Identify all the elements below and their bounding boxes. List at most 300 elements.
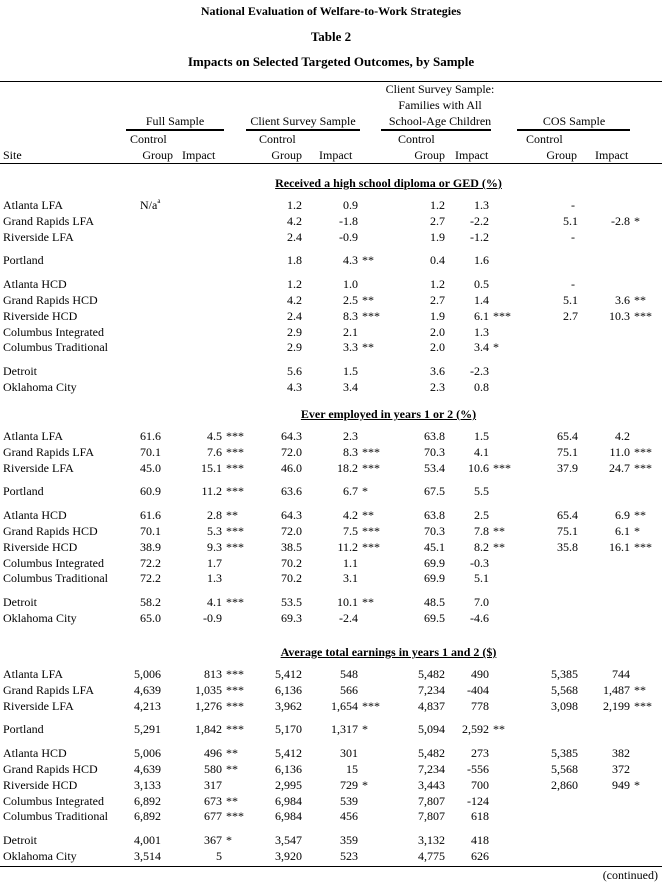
significance-stars: *** — [226, 809, 244, 823]
cell-value: 1.7 — [207, 556, 222, 570]
cell-value: 70.1 — [140, 524, 161, 538]
cell-value: 61.6 — [140, 429, 161, 443]
significance-stars: *** — [362, 445, 380, 459]
significance-stars: *** — [362, 461, 380, 475]
cell-value: 11.0 — [609, 445, 630, 459]
cell-value: 5,568 — [551, 762, 578, 776]
cell-value: 75.1 — [557, 445, 578, 459]
significance-stars: ** — [362, 508, 374, 522]
cell-value: 53.5 — [281, 595, 302, 609]
cell-value: 0.8 — [474, 380, 489, 394]
cell-value: 1.8 — [287, 253, 302, 267]
significance-stars: ** — [634, 508, 646, 522]
table-row — [0, 833, 662, 847]
cell-value: -556 — [467, 762, 489, 776]
cell-value: 3,443 — [418, 778, 445, 792]
cell-value: 539 — [340, 794, 358, 808]
cell-value: 3,962 — [275, 699, 302, 713]
cell-value: 1,317 — [331, 722, 358, 736]
cell-value: 4.3 — [343, 253, 358, 267]
full-sample-rule — [126, 129, 224, 131]
significance-stars: *** — [634, 461, 652, 475]
section-title — [0, 645, 662, 659]
significance-stars: ** — [362, 340, 374, 354]
control-label-full: Control — [130, 132, 167, 146]
cell-value: 4.1 — [474, 445, 489, 459]
cell-value: 618 — [471, 809, 489, 823]
table-title: Impacts on Selected Targeted Outcomes, by Sample — [187, 54, 475, 69]
cell-value: 11.2 — [201, 484, 222, 498]
significance-stars: *** — [226, 595, 244, 609]
table-number: Table 2 — [310, 29, 352, 44]
cell-value: 10.1 — [337, 595, 358, 609]
cell-value: 5,482 — [418, 746, 445, 760]
significance-stars: * — [634, 524, 640, 538]
significance-stars: *** — [362, 540, 380, 554]
table-row — [0, 198, 662, 212]
group-header-cos-sample: COS Sample — [542, 114, 606, 128]
cell-value: 45.1 — [424, 540, 445, 554]
site-name: Atlanta HCD — [3, 277, 67, 291]
cell-value: 382 — [612, 746, 630, 760]
cell-value: 5,170 — [275, 722, 302, 736]
cell-value: 75.1 — [557, 524, 578, 538]
site-name: Grand Rapids HCD — [3, 762, 98, 776]
significance-stars: * — [634, 214, 640, 228]
cell-value: 4.2 — [615, 429, 630, 443]
impact-label-families: Impact — [455, 148, 489, 162]
significance-stars: *** — [362, 524, 380, 538]
significance-stars: ** — [226, 746, 238, 760]
cell-value: 6.1 — [615, 524, 630, 538]
site-name: Riverside HCD — [3, 778, 78, 792]
cell-value: 744 — [612, 667, 630, 681]
cell-value: 37.9 — [557, 461, 578, 475]
cell-value: 2.1 — [343, 325, 358, 339]
cell-value: - — [571, 230, 575, 244]
cell-value: 2,199 — [603, 699, 630, 713]
significance-stars: * — [226, 833, 232, 847]
site-name: Columbus Integrated — [3, 556, 104, 570]
cell-value: 7.0 — [474, 595, 489, 609]
site-name: Atlanta LFA — [3, 429, 64, 443]
cell-value: 7.5 — [343, 524, 358, 538]
cell-value: 6.1 — [474, 309, 489, 323]
cell-value: - — [571, 277, 575, 291]
cell-value: 1.9 — [430, 309, 445, 323]
cell-value: 46.0 — [281, 461, 302, 475]
cell-value: 3.1 — [343, 571, 358, 585]
cell-value: 2,860 — [551, 778, 578, 792]
table-row — [0, 595, 662, 609]
group-header-families-line3: School-Age Children — [388, 114, 492, 128]
cell-value: -0.9 — [339, 230, 358, 244]
cell-value: 6,136 — [275, 683, 302, 697]
cell-value: 273 — [471, 746, 489, 760]
cell-value: 1.2 — [430, 277, 445, 291]
cell-value: 70.1 — [140, 445, 161, 459]
cell-value: 7,807 — [418, 809, 445, 823]
table-row — [0, 508, 662, 522]
cell-value: 60.9 — [140, 484, 161, 498]
cell-value: 7,234 — [418, 762, 445, 776]
site-name: Atlanta HCD — [3, 746, 67, 760]
cell-value: 8.3 — [343, 445, 358, 459]
significance-stars: ** — [226, 762, 238, 776]
control-label-client: Control — [259, 132, 296, 146]
cell-value: 580 — [204, 762, 222, 776]
cell-value: 10.6 — [468, 461, 489, 475]
cell-value: $N/a^a$ — [140, 197, 161, 212]
cell-value: 367 — [204, 833, 222, 847]
families-rule — [381, 129, 491, 131]
significance-stars: *** — [634, 445, 652, 459]
cell-value: 2.4 — [287, 230, 302, 244]
significance-stars: ** — [362, 595, 374, 609]
cell-value: 0.4 — [430, 253, 445, 267]
impact-label-client: Impact — [319, 148, 353, 162]
impact-label-full: Impact — [182, 148, 216, 162]
cell-value: 69.3 — [281, 611, 302, 625]
cell-value: 317 — [204, 778, 222, 792]
cell-value: -0.9 — [203, 611, 222, 625]
cell-value: 700 — [471, 778, 489, 792]
table-row — [0, 380, 662, 394]
cell-value: 4.1 — [207, 595, 222, 609]
site-name: Detroit — [3, 364, 37, 378]
significance-stars: ** — [634, 683, 646, 697]
cell-value: 1.0 — [343, 277, 358, 291]
significance-stars: *** — [226, 667, 244, 681]
cell-value: 418 — [471, 833, 489, 847]
cell-value: 1.1 — [343, 556, 358, 570]
cell-value: 5,385 — [551, 746, 578, 760]
site-name: Grand Rapids LFA — [3, 445, 95, 459]
control-label-cos: Control — [526, 132, 563, 146]
cell-value: 69.9 — [424, 571, 445, 585]
control-label-families: Control — [398, 132, 435, 146]
cell-value: 67.5 — [424, 484, 445, 498]
group-header-client-survey: Client Survey Sample — [250, 114, 356, 128]
cell-value: 38.9 — [140, 540, 161, 554]
cell-value: 1.3 — [207, 571, 222, 585]
table-row — [0, 445, 662, 459]
table-row — [0, 540, 662, 554]
cell-value: 496 — [204, 746, 222, 760]
cell-value: 2.8 — [207, 508, 222, 522]
cell-value: 1.3 — [474, 198, 489, 212]
significance-stars: *** — [226, 461, 244, 475]
table-row — [0, 746, 662, 760]
significance-stars: ** — [634, 293, 646, 307]
significance-stars: ** — [362, 253, 374, 267]
cell-value: 566 — [340, 683, 358, 697]
significance-stars: ** — [226, 794, 238, 808]
cell-value: - — [571, 198, 575, 212]
cell-value: 2,995 — [275, 778, 302, 792]
significance-stars: *** — [226, 683, 244, 697]
site-name: Portland — [3, 722, 44, 736]
cell-value: 1.3 — [474, 325, 489, 339]
cell-value: 5.6 — [287, 364, 302, 378]
cell-value: 949 — [612, 778, 630, 792]
significance-stars: ** — [362, 293, 374, 307]
cell-value: 1,035 — [195, 683, 222, 697]
header-rule — [0, 163, 662, 164]
section-title-text: Ever employed in years 1 or 2 (%) — [300, 407, 477, 421]
significance-stars: *** — [634, 540, 652, 554]
cell-value: 5,385 — [551, 667, 578, 681]
cell-value: 1,654 — [331, 699, 358, 713]
table-row — [0, 340, 662, 354]
table-row — [0, 364, 662, 378]
top-rule — [0, 81, 662, 82]
table-row — [0, 325, 662, 339]
cell-value: 548 — [340, 667, 358, 681]
table-row — [0, 809, 662, 823]
site-name: Oklahoma City — [3, 380, 77, 394]
cell-value: 4,213 — [134, 699, 161, 713]
significance-stars: *** — [634, 309, 652, 323]
cell-value: 5,291 — [134, 722, 161, 736]
cell-value: 2.7 — [563, 309, 578, 323]
cell-value: 1.5 — [474, 429, 489, 443]
cell-value: 72.2 — [140, 571, 161, 585]
cell-value: -2.8 — [611, 214, 630, 228]
cell-value: 7.6 — [207, 445, 222, 459]
table-row — [0, 524, 662, 538]
cell-value: -404 — [467, 683, 489, 697]
table-row — [0, 429, 662, 443]
site-name: Columbus Integrated — [3, 325, 104, 339]
cell-value: 63.6 — [281, 484, 302, 498]
significance-stars: * — [362, 484, 368, 498]
cell-value: 2.3 — [343, 429, 358, 443]
significance-stars: * — [362, 722, 368, 736]
cell-value: -4.6 — [470, 611, 489, 625]
table-row — [0, 778, 662, 792]
site-name: Atlanta LFA — [3, 667, 64, 681]
significance-stars: *** — [493, 461, 511, 475]
cell-value: 1.5 — [343, 364, 358, 378]
cell-value: 65.0 — [140, 611, 161, 625]
cell-value: 0.9 — [343, 198, 358, 212]
table-row — [0, 253, 662, 267]
cell-value: 2.0 — [430, 340, 445, 354]
table-row — [0, 722, 662, 736]
cell-value: 2,592 — [462, 722, 489, 736]
cell-value: 7.8 — [474, 524, 489, 538]
impact-label-cos: Impact — [595, 148, 629, 162]
cell-value: 7,807 — [418, 794, 445, 808]
cell-value: 8.3 — [343, 309, 358, 323]
cell-value: 5.5 — [474, 484, 489, 498]
table-row — [0, 461, 662, 475]
cell-value: 4,001 — [134, 833, 161, 847]
cell-value: 1.9 — [430, 230, 445, 244]
table-row — [0, 556, 662, 570]
table-row — [0, 699, 662, 713]
cell-value: 301 — [340, 746, 358, 760]
cell-value: 1.2 — [287, 198, 302, 212]
site-name: Columbus Integrated — [3, 794, 104, 808]
group-label-cos: Group — [546, 148, 577, 162]
cell-value: 5,412 — [275, 746, 302, 760]
cell-value: 3,133 — [134, 778, 161, 792]
group-label-families: Group — [414, 148, 445, 162]
cell-value: 18.2 — [337, 461, 358, 475]
significance-stars: *** — [226, 699, 244, 713]
cell-value: 45.0 — [140, 461, 161, 475]
cell-value: 778 — [471, 699, 489, 713]
site-name: Riverside LFA — [3, 461, 74, 475]
cell-value: 38.5 — [281, 540, 302, 554]
group-header-families-line1: Client Survey Sample: — [385, 82, 495, 96]
footnote-marker: a — [157, 197, 161, 205]
site-name: Oklahoma City — [3, 849, 77, 863]
site-name: Columbus Traditional — [3, 340, 109, 354]
cell-value: 3.3 — [343, 340, 358, 354]
cell-value: 1.4 — [474, 293, 489, 307]
cell-value: 523 — [340, 849, 358, 863]
cell-value: 4.2 — [287, 293, 302, 307]
significance-stars: ** — [226, 508, 238, 522]
table-row — [0, 611, 662, 625]
cell-value: 5,006 — [134, 667, 161, 681]
cos-sample-rule — [517, 129, 630, 131]
cell-value: 1,276 — [195, 699, 222, 713]
cell-value: 6,136 — [275, 762, 302, 776]
cell-value: 3,132 — [418, 833, 445, 847]
cell-value: 2.0 — [430, 325, 445, 339]
cell-value: 5,006 — [134, 746, 161, 760]
site-name: Portland — [3, 484, 44, 498]
significance-stars: *** — [226, 445, 244, 459]
site-name: Riverside LFA — [3, 230, 74, 244]
significance-stars: * — [362, 778, 368, 792]
cell-value: 63.8 — [424, 508, 445, 522]
significance-stars: *** — [362, 699, 380, 713]
group-header-families-line2: Families with All — [398, 98, 482, 112]
cell-value: 70.2 — [281, 571, 302, 585]
cell-value: 4.2 — [343, 508, 358, 522]
cell-value: 70.3 — [424, 524, 445, 538]
table-row — [0, 214, 662, 228]
cell-value: 2.9 — [287, 340, 302, 354]
cell-value: -2.4 — [339, 611, 358, 625]
site-name: Columbus Traditional — [3, 809, 109, 823]
cell-value: 70.3 — [424, 445, 445, 459]
cell-value: 490 — [471, 667, 489, 681]
cell-value: 456 — [340, 809, 358, 823]
cell-value: 5.1 — [474, 571, 489, 585]
cell-value: 6,984 — [275, 794, 302, 808]
cell-value: 5 — [216, 849, 222, 863]
cell-value: 70.2 — [281, 556, 302, 570]
cell-value: 48.5 — [424, 595, 445, 609]
cell-value: -2.3 — [470, 364, 489, 378]
cell-value: 9.3 — [207, 540, 222, 554]
cell-value: 5.3 — [207, 524, 222, 538]
cell-value: 6,892 — [134, 794, 161, 808]
client-survey-rule — [246, 129, 360, 131]
group-label-client: Group — [271, 148, 302, 162]
cell-value: 1,487 — [603, 683, 630, 697]
cell-value: 3,514 — [134, 849, 161, 863]
site-name: Detroit — [3, 595, 37, 609]
cell-value: 5.1 — [563, 293, 578, 307]
cell-value: 4,775 — [418, 849, 445, 863]
site-name: Portland — [3, 253, 44, 267]
significance-stars: * — [493, 340, 499, 354]
cell-value: 673 — [204, 794, 222, 808]
site-name: Riverside HCD — [3, 540, 78, 554]
site-name: Oklahoma City — [3, 611, 77, 625]
cell-value: 813 — [204, 667, 222, 681]
significance-stars: * — [634, 778, 640, 792]
cell-value: 65.4 — [557, 508, 578, 522]
cell-value: 72.0 — [281, 524, 302, 538]
significance-stars: *** — [226, 722, 244, 736]
cell-value: 15.1 — [201, 461, 222, 475]
cell-value: 4,639 — [134, 762, 161, 776]
site-name: Grand Rapids LFA — [3, 214, 95, 228]
cell-value: 1.2 — [287, 277, 302, 291]
table-row — [0, 667, 662, 681]
cell-value: 626 — [471, 849, 489, 863]
cell-value: 3,920 — [275, 849, 302, 863]
cell-value: 5,482 — [418, 667, 445, 681]
site-name: Atlanta LFA — [3, 198, 64, 212]
significance-stars: *** — [226, 524, 244, 538]
section-title-text: Average total earnings in years 1 and 2 ($) — [280, 645, 497, 659]
cell-value: 8.2 — [474, 540, 489, 554]
cell-value: 729 — [340, 778, 358, 792]
site-name: Columbus Traditional — [3, 571, 109, 585]
site-name: Grand Rapids HCD — [3, 293, 98, 307]
cell-value: 7,234 — [418, 683, 445, 697]
cell-value: 35.8 — [557, 540, 578, 554]
significance-stars: ** — [493, 722, 505, 736]
table-row — [0, 762, 662, 776]
cell-value: -1.8 — [339, 214, 358, 228]
cell-value: 15 — [346, 762, 358, 776]
cell-value: 69.5 — [424, 611, 445, 625]
cell-value: 0.5 — [474, 277, 489, 291]
cell-value: 11.2 — [337, 540, 358, 554]
group-label-full: Group — [142, 148, 173, 162]
cell-value: 1.6 — [474, 253, 489, 267]
cell-value: 24.7 — [609, 461, 630, 475]
table-row — [0, 794, 662, 808]
cell-value: 5,094 — [418, 722, 445, 736]
cell-value: 4,639 — [134, 683, 161, 697]
cell-value: 3,547 — [275, 833, 302, 847]
table-row — [0, 230, 662, 244]
cell-value: 3,098 — [551, 699, 578, 713]
cell-value: 4.5 — [207, 429, 222, 443]
cell-value: 4.2 — [287, 214, 302, 228]
site-name: Riverside HCD — [3, 309, 78, 323]
significance-stars: *** — [493, 309, 511, 323]
cell-value: 10.3 — [609, 309, 630, 323]
cell-value: 372 — [612, 762, 630, 776]
table-row — [0, 309, 662, 323]
bottom-rule — [0, 866, 662, 867]
cell-value: 359 — [340, 833, 358, 847]
cell-value: 5,568 — [551, 683, 578, 697]
cell-value: 2.5 — [343, 293, 358, 307]
